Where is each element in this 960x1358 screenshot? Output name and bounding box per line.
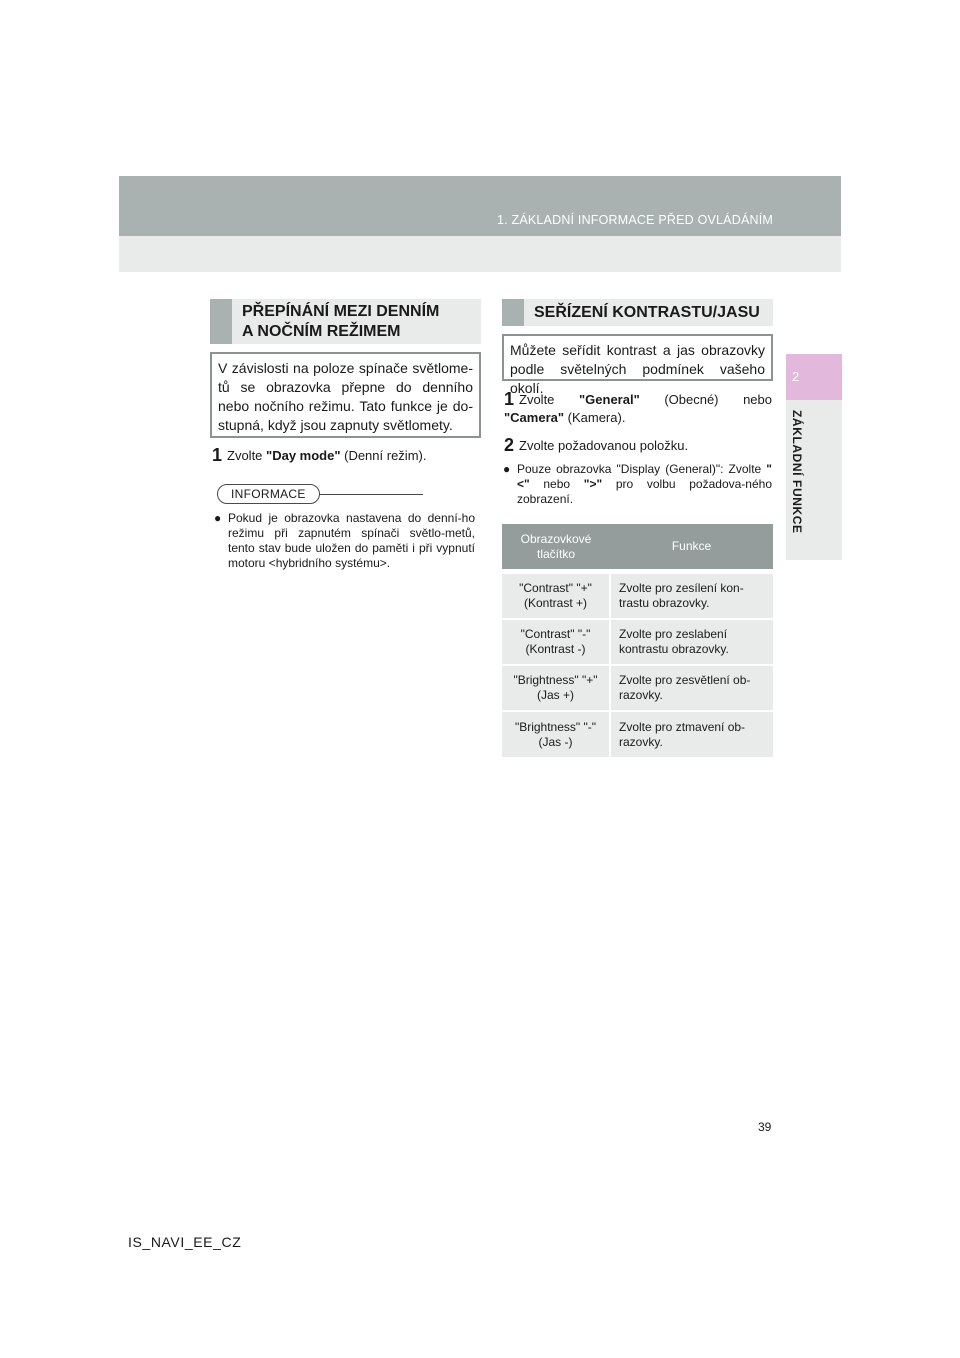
step-day-mode bbox=[212, 446, 480, 465]
bullet-text: Pouze obrazovka "Display (General)": Zvolte bbox=[517, 462, 767, 476]
section-heading-day-night bbox=[210, 299, 481, 344]
heading-line-1: PŘEPÍNÁNÍ MEZI DENNÍM bbox=[242, 303, 440, 320]
general-button-label: "General" bbox=[579, 392, 640, 407]
section-title: 1. ZÁKLADNÍ INFORMACE PŘED OVLÁDÁNÍM bbox=[497, 213, 773, 227]
prev-button-label: "<" bbox=[517, 462, 772, 491]
table-cell-function: Zvolte pro ztmavení ob-razovky. bbox=[610, 711, 773, 757]
function-table bbox=[502, 524, 773, 757]
step-number: 1 bbox=[504, 389, 515, 409]
table-row bbox=[502, 665, 773, 711]
header-subband bbox=[119, 236, 841, 272]
next-button-label: ">" bbox=[583, 477, 603, 491]
page-number: 39 bbox=[758, 1120, 772, 1134]
table-cell-button: "Contrast" "+" (Kontrast +) bbox=[502, 573, 610, 619]
table-cell-button: "Contrast" "-" (Kontrast -) bbox=[502, 619, 610, 665]
heading-accent-bar bbox=[502, 299, 524, 326]
step-number: 1 bbox=[212, 445, 223, 465]
step-text: Zvolte bbox=[519, 392, 579, 407]
info-label: INFORMACE bbox=[217, 484, 320, 504]
info-bullet-text: Pokud je obrazovka nastavena do denní-ho režimu při zapnutém spínači světlo-metů, tento stav bude uložen do paměti i při vypnutí motoru <hybridního systému>. bbox=[228, 511, 475, 570]
table-cell-function: Zvolte pro zesílení kon-trastu obrazovky. bbox=[610, 573, 773, 619]
table-row bbox=[502, 711, 773, 757]
heading-text: SEŘÍZENÍ KONTRASTU/JASU bbox=[534, 304, 760, 321]
step-text: Zvolte bbox=[227, 448, 267, 463]
step-text: (Kamera). bbox=[564, 410, 626, 425]
table-header-button: Obrazovkové tlačítko bbox=[502, 524, 610, 569]
bullet-icon: ● bbox=[503, 462, 511, 476]
step-text: (Denní režim). bbox=[340, 448, 427, 463]
table-cell-button: "Brightness" "-" (Jas -) bbox=[502, 711, 610, 757]
bullet-icon: ● bbox=[214, 511, 222, 525]
step-select-item bbox=[504, 436, 772, 455]
table-header-function: Funkce bbox=[610, 524, 773, 569]
chapter-tab bbox=[786, 354, 842, 400]
step-text: (Obecné) nebo bbox=[639, 392, 773, 407]
chapter-number: 2 bbox=[792, 369, 800, 384]
heading-accent-bar bbox=[210, 299, 232, 344]
info-bullet bbox=[214, 511, 475, 571]
step-general-camera bbox=[504, 390, 772, 427]
document-code: IS_NAVI_EE_CZ bbox=[128, 1234, 242, 1250]
step-text: Zvolte požadovanou položku. bbox=[519, 438, 689, 453]
bullet-text: nebo bbox=[529, 477, 584, 491]
intro-box-day-night: V závislosti na poloze spínače světlome-tů se obrazovka přepne do denního nebo nočního režimu. Tato funkce je do-stupná, když jsou zapnuty světlomety. bbox=[210, 352, 481, 438]
table-row bbox=[502, 573, 773, 619]
chapter-label: ZÁKLADNÍ FUNKCE bbox=[790, 410, 804, 534]
camera-button-label: "Camera" bbox=[504, 410, 565, 425]
table-row bbox=[502, 619, 773, 665]
table-header-row bbox=[502, 524, 773, 569]
heading-line-2: A NOČNÍM REŽIMEM bbox=[242, 323, 401, 340]
intro-box-contrast: Můžete seřídit kontrast a jas obrazovky podle světelných podmínek vašeho okolí. bbox=[502, 334, 773, 381]
table-cell-function: Zvolte pro zesvětlení ob-razovky. bbox=[610, 665, 773, 711]
day-mode-button-label: "Day mode" bbox=[266, 448, 341, 463]
bullet-text: pro volbu požadova-ného zobrazení. bbox=[517, 477, 772, 506]
table-cell-button: "Brightness" "+" (Jas +) bbox=[502, 665, 610, 711]
step-number: 2 bbox=[504, 435, 515, 455]
table-cell-function: Zvolte pro zeslabení kontrastu obrazovky. bbox=[610, 619, 773, 665]
section-heading-contrast bbox=[502, 299, 773, 326]
header-band bbox=[119, 176, 841, 236]
heading-text bbox=[242, 302, 439, 342]
display-bullet bbox=[503, 462, 772, 507]
